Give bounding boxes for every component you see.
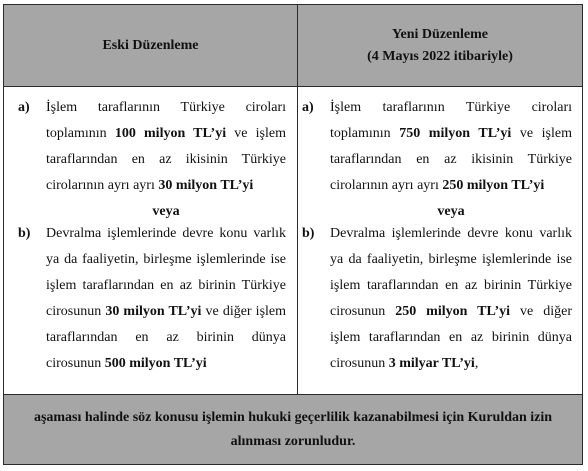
new-b-text-1: Devralma işlemlerinde devre konu varlık ya da faaliyetin, birleşme işlemlerinde ise işlem taraflarından en az birinin Türkiye cirosunun xyxy=(330,226,572,319)
header-cell-old xyxy=(4,5,297,86)
header-divider xyxy=(297,5,298,87)
old-regulation-cell xyxy=(4,87,297,394)
new-regulation-cell xyxy=(298,87,582,394)
new-a-connector: veya xyxy=(437,204,465,219)
new-regulation-title: Yeni Düzenleme xyxy=(391,26,489,42)
old-a-connector: veya xyxy=(152,204,180,219)
header-cell-new xyxy=(298,5,582,86)
new-item-a-text xyxy=(330,95,572,225)
table-footer-row xyxy=(4,394,582,464)
table-header-row xyxy=(4,5,582,87)
comparison-table xyxy=(3,4,583,465)
new-item-b-marker: b) xyxy=(302,226,315,241)
new-item-a-marker: a) xyxy=(302,100,314,115)
old-item-a-text xyxy=(46,95,286,225)
old-a-text-1: İşlem taraflarının Türkiye ciroları toplamının xyxy=(46,100,286,141)
new-a-threshold-total: 750 milyon TL’yi xyxy=(399,126,512,141)
old-a-threshold-total: 100 milyon TL’yi xyxy=(114,126,227,141)
new-a-threshold-each: 250 milyon TL’yi xyxy=(442,178,545,193)
old-b-threshold-turkey: 30 milyon TL’yi xyxy=(105,304,202,319)
new-b-threshold-turkey: 250 milyon TL’yi xyxy=(395,304,511,319)
new-b-threshold-world: 3 milyar TL’yi xyxy=(388,356,475,371)
old-a-threshold-each: 30 milyon TL’yi xyxy=(158,178,254,193)
body-divider xyxy=(297,87,298,394)
old-b-text-2: ve diğer işlem taraflarından en az birinin dünya cirosunun xyxy=(46,304,287,371)
old-b-threshold-world: 500 milyon TL’yi xyxy=(104,356,207,371)
old-item-b-text xyxy=(46,221,286,377)
old-a-text-2: ve işlem taraflarından en az ikisinin Türkiye cirolarının ayrı ayrı xyxy=(46,126,286,193)
new-a-text-1: İşlem taraflarının Türkiye ciroları toplamının xyxy=(330,100,572,141)
footer-text: aşaması halinde söz konusu işlemin hukuki geçerlilik kazanabilmesi için Kuruldan izin alınması zorunludur. xyxy=(33,409,553,449)
table-body-row xyxy=(4,87,582,394)
old-item-b-marker: b) xyxy=(18,226,31,241)
new-a-text-2: ve işlem taraflarından en az ikisinin Türkiye cirolarının ayrı ayrı xyxy=(330,126,572,193)
new-item-b-text xyxy=(330,221,572,377)
new-b-text-2: ve diğer işlem taraflarından en az birinin dünya cirosunun xyxy=(330,304,573,371)
old-item-a-marker: a) xyxy=(18,100,30,115)
new-regulation-date: (4 Mayıs 2022 itibariyle) xyxy=(367,48,513,64)
old-b-text-1: Devralma işlemlerinde devre konu varlık ya da faaliyetin, birleşme işlemlerinde ise işlem taraflarından en az birinin Türkiye cirosunun xyxy=(46,226,286,319)
new-b-text-3: , xyxy=(474,356,479,371)
old-regulation-title: Eski Düzenleme xyxy=(102,37,199,53)
